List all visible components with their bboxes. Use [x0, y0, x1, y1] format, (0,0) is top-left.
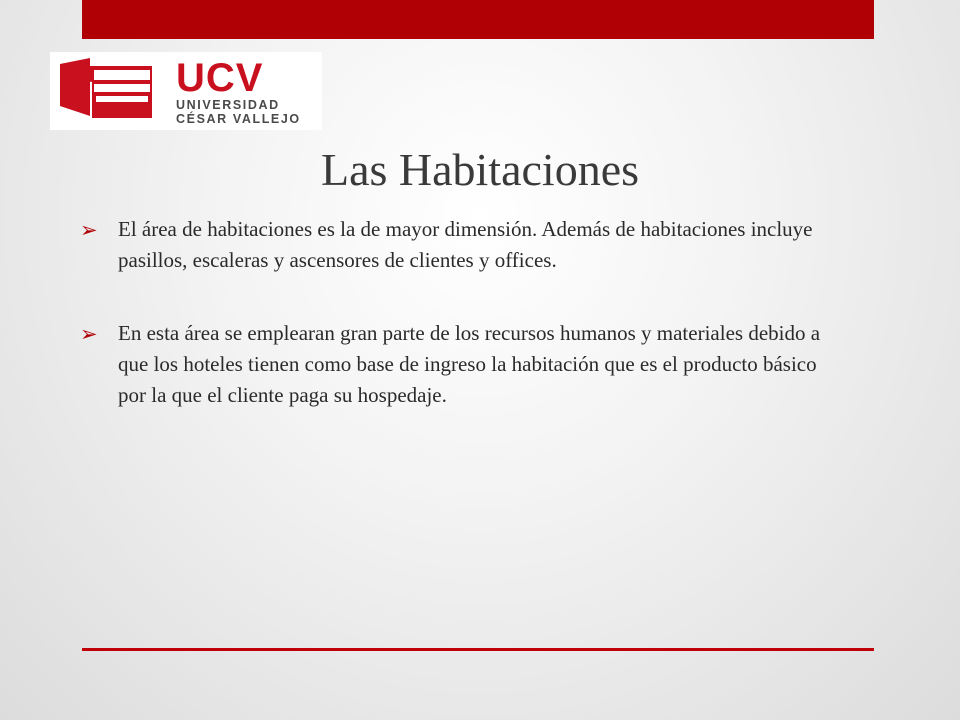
- curved-arrow-bullet-icon: ➢: [80, 322, 98, 346]
- bullet-item: [80, 214, 840, 276]
- logo-line-1: UNIVERSIDAD: [176, 98, 280, 112]
- slide-title: Las Habitaciones: [320, 144, 640, 195]
- top-accent-bar: [82, 0, 874, 39]
- bullet-item: [80, 318, 840, 411]
- ucv-emblem-icon: [58, 56, 170, 126]
- logo-acronym: UCV: [176, 56, 264, 100]
- bullet-text: En esta área se emplearan gran parte de los recursos humanos y materiales debido a que los hoteles tienen como base de ingreso la habitación que es el producto básico por la que el cliente paga su hospedaje.: [118, 321, 821, 407]
- university-logo: [50, 52, 322, 130]
- logo-line-2: CÉSAR VALLEJO: [176, 112, 301, 126]
- bottom-divider: [82, 648, 874, 651]
- bullet-text: El área de habitaciones es la de mayor dimensión. Además de habitaciones incluye pasillos, escaleras y ascensores de clientes y offices.: [118, 217, 813, 272]
- slide-content: [80, 214, 840, 453]
- curved-arrow-bullet-icon: ➢: [80, 218, 98, 242]
